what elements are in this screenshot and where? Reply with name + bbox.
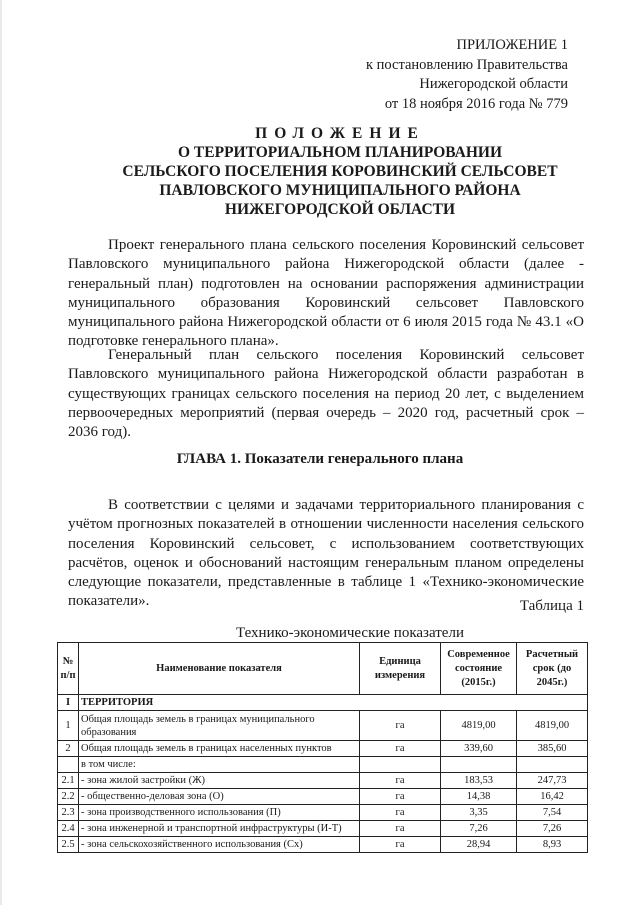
cell-num: 2.1 — [58, 773, 79, 789]
table-row — [58, 837, 588, 853]
cell-current: 3,35 — [441, 805, 517, 821]
appendix-line: Нижегородской области — [419, 76, 568, 92]
title-line: О ТЕРРИТОРИАЛЬНОМ ПЛАНИРОВАНИИ — [178, 144, 502, 161]
cell-planned: 247,73 — [517, 773, 588, 789]
cell-planned: 385,60 — [517, 741, 588, 757]
cell-name: - зона производственного использования (П) — [79, 805, 360, 821]
cell-name: - общественно-деловая зона (О) — [79, 789, 360, 805]
appendix-title: ПРИЛОЖЕНИЕ 1 — [456, 37, 568, 53]
cell-planned: 4819,00 — [517, 711, 588, 741]
cell-unit: га — [360, 789, 441, 805]
header-num: № п/п — [58, 643, 79, 695]
cell-planned: 7,26 — [517, 821, 588, 837]
cell-current: 4819,00 — [441, 711, 517, 741]
section-row — [58, 695, 588, 711]
title-line: ПАВЛОВСКОГО МУНИЦИПАЛЬНОГО РАЙОНА — [159, 182, 521, 199]
cell-num: 2.3 — [58, 805, 79, 821]
table-row — [58, 821, 588, 837]
indicators-table — [57, 642, 588, 853]
cell-planned: 8,93 — [517, 837, 588, 853]
cell-name: в том числе: — [79, 757, 360, 773]
cell-num: 2.2 — [58, 789, 79, 805]
cell-planned — [517, 757, 588, 773]
table-row — [58, 805, 588, 821]
cell-name: - зона жилой застройки (Ж) — [79, 773, 360, 789]
chapter-heading: ГЛАВА 1. Показатели генерального плана — [176, 451, 464, 467]
cell-current: 183,53 — [441, 773, 517, 789]
paragraph-2: Генеральный план сельского поселения Коровинский сельсовет Павловского муниципального района Нижегородской области разработан в существующих границах сельского поселения на период 20 лет, с выделением первоочередных мероприятий (первая очередь – 2020 год, расчетный срок – 2036 год). — [68, 347, 584, 441]
table-row — [58, 757, 588, 773]
header-planned: Расчетный срок (до 2045г.) — [517, 643, 588, 695]
cell-unit — [360, 757, 441, 773]
title-line: НИЖЕГОРОДСКОЙ ОБЛАСТИ — [224, 201, 456, 218]
cell-unit: га — [360, 837, 441, 853]
appendix-date: от 18 ноября 2016 года № 779 — [384, 95, 568, 112]
cell-current — [441, 757, 517, 773]
table-row — [58, 773, 588, 789]
paragraph-1: Проект генерального плана сельского поселения Коровинский сельсовет Павловского муниципального района Нижегородской области (далее - генеральный план) подготовлен на основании распоряжения администрации муниципального образования Коровинский сельсовет Павловского муниципального района Нижегородской области от 6 июля 2015 года № 43.1 «О подготовке генерального плана». — [68, 237, 584, 350]
cell-current: 28,94 — [441, 837, 517, 853]
table-row — [58, 711, 588, 741]
cell-name: - зона сельскохозяйственного использования (Сх) — [79, 837, 360, 853]
cell-num: 1 — [58, 711, 79, 741]
section-name: ТЕРРИТОРИЯ — [79, 695, 588, 711]
cell-current: 7,26 — [441, 821, 517, 837]
table-row — [58, 789, 588, 805]
cell-current: 14,38 — [441, 789, 517, 805]
title-line: СЕЛЬСКОГО ПОСЕЛЕНИЯ КОРОВИНСКИЙ СЕЛЬСОВЕТ — [122, 163, 558, 180]
cell-unit: га — [360, 773, 441, 789]
cell-num: 2 — [58, 741, 79, 757]
cell-unit: га — [360, 821, 441, 837]
header-name: Наименование показателя — [79, 643, 360, 695]
cell-num: 2.4 — [58, 821, 79, 837]
table-row — [58, 741, 588, 757]
document-title — [60, 124, 620, 219]
cell-planned: 7,54 — [517, 805, 588, 821]
paragraph-3: В соответствии с целями и задачами территориального планирования с учётом прогнозных показателей в отношении численности населения сельского поселения Коровинский сельсовет, с использованием соответствующих расчётов, оценок и обоснований настоящим генеральным планом определены следующие показатели, представленные в таблице 1 «Технико-экономические показатели». — [68, 497, 584, 610]
title-polozhenie: ПОЛОЖЕНИЕ — [255, 125, 425, 142]
cell-name: - зона инженерной и транспортной инфраструктуры (И-Т) — [79, 821, 360, 837]
table-number: Таблица 1 — [519, 598, 584, 614]
header-unit: Единица измерения — [360, 643, 441, 695]
cell-unit: га — [360, 741, 441, 757]
cell-num: 2.5 — [58, 837, 79, 853]
cell-unit: га — [360, 805, 441, 821]
appendix-line: к постановлению Правительства — [366, 56, 568, 73]
cell-unit: га — [360, 711, 441, 741]
cell-current: 339,60 — [441, 741, 517, 757]
cell-name: Общая площадь земель в границах населенных пунктов — [79, 741, 360, 757]
cell-num — [58, 757, 79, 773]
appendix-header — [268, 36, 568, 114]
header-current: Современное состояние (2015г.) — [441, 643, 517, 695]
table-caption: Технико-экономические показатели — [236, 625, 464, 641]
table-header-row — [58, 643, 588, 695]
section-num: I — [58, 695, 79, 711]
cell-planned: 16,42 — [517, 789, 588, 805]
cell-name: Общая площадь земель в границах муниципального образования — [79, 711, 360, 741]
